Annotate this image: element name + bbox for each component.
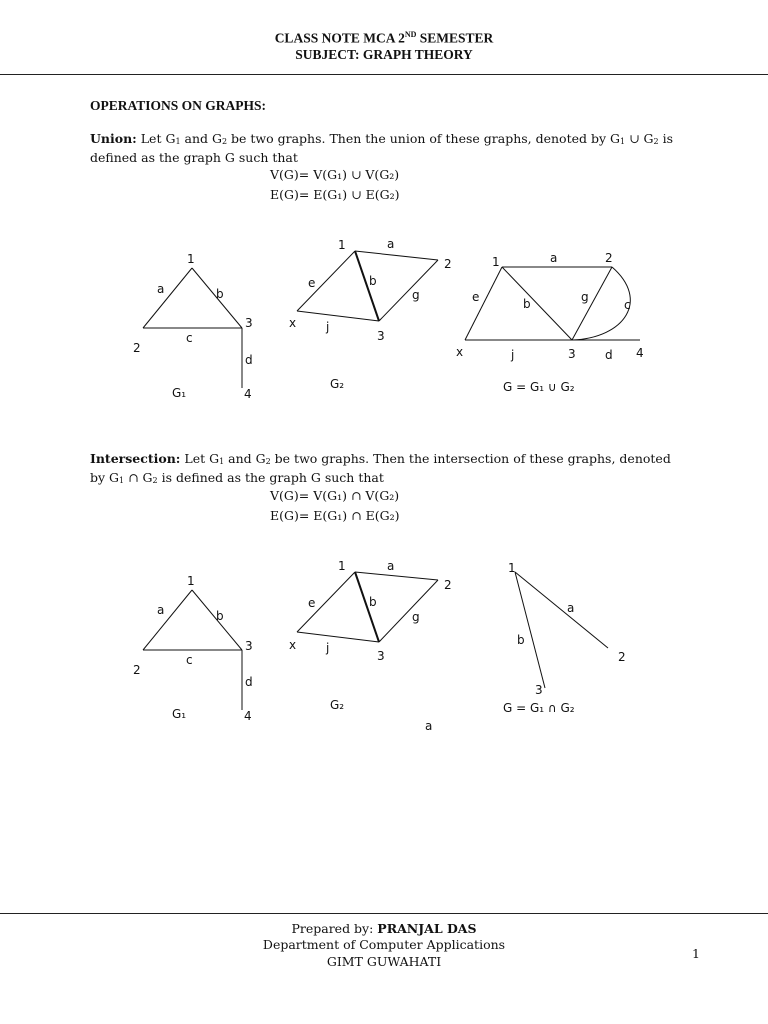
edge-label: b	[369, 595, 377, 609]
vertex-label: 1	[338, 559, 346, 573]
vertex-label: 2	[133, 663, 141, 677]
edge-b	[502, 267, 572, 340]
union-text: be two graphs. Then the union of these graphs, denoted by G	[227, 131, 620, 146]
graph-name-g2: G₂	[330, 698, 345, 712]
intersection-vertex-equation: V(G)= V(G₁) ∩ V(G₂)	[270, 488, 400, 503]
union-g2-graph	[289, 237, 452, 391]
vertex-label: 3	[377, 649, 385, 663]
vertex-label: 4	[244, 387, 252, 401]
edge-label: a	[387, 559, 395, 573]
graph-name-g1: G₁	[172, 707, 187, 721]
edge-label: d	[245, 353, 253, 367]
edge-label: a	[567, 601, 575, 615]
edge-label: e	[472, 290, 480, 304]
union-vertex-equation: V(G)= V(G₁) ∪ V(G₂)	[270, 167, 400, 182]
edge-g	[379, 260, 438, 321]
graph-name-g2: G₂	[330, 377, 345, 391]
intersection-edge-equation: E(G)= E(G₁) ∩ E(G₂)	[270, 508, 400, 523]
edge-label: j	[326, 641, 330, 655]
union-g1-graph	[133, 252, 253, 401]
edge-label: b	[517, 633, 525, 647]
intersection-result-graph	[503, 561, 626, 715]
edge-label: g	[412, 610, 420, 624]
vertex-label: 4	[636, 346, 644, 360]
vertex-label: 1	[187, 252, 195, 266]
intersection-g1-graph	[133, 574, 253, 723]
union-edge-equation: E(G)= E(G₁) ∪ E(G₂)	[270, 187, 400, 202]
vertex-label: 1	[508, 561, 516, 575]
union-sub: 2	[221, 137, 228, 146]
edge-b	[515, 572, 545, 688]
union-sub: 2	[653, 137, 659, 146]
vertex-label: x	[456, 345, 464, 359]
edge-label: d	[245, 675, 253, 689]
graph-name-union: G = G₁ ∪ G₂	[503, 380, 575, 394]
intersection-sub: 1	[119, 476, 125, 485]
vertex-label: 1	[338, 238, 346, 252]
intersection-text: ∩ G	[124, 470, 153, 485]
vertex-label: 1	[187, 574, 195, 588]
union-text: is	[658, 131, 673, 146]
union-text: and G	[180, 131, 222, 146]
edge-label: b	[523, 297, 531, 311]
intersection-text: be two graphs. Then the intersection of these graphs, denoted	[270, 451, 671, 466]
vertex-label: 2	[444, 257, 452, 271]
union-sub: 1	[620, 137, 626, 146]
intersection-sub: 2	[152, 476, 158, 485]
intersection-sub: 1	[219, 457, 225, 466]
edge-a	[143, 268, 192, 328]
edge-label: g	[581, 290, 589, 304]
intersection-sub: 2	[265, 457, 271, 466]
vertex-label: 2	[133, 341, 141, 355]
graph-name-intersection: G = G₁ ∩ G₂	[503, 701, 575, 715]
vertex-label: x	[289, 316, 297, 330]
footer-prepared-label: Prepared by:	[291, 921, 378, 936]
intersection-text: Let G	[180, 451, 220, 466]
footer-institute: GIMT GUWAHATI	[326, 954, 442, 969]
vertex-label: 4	[244, 709, 252, 723]
edge-label: b	[216, 287, 224, 301]
edge-label: c	[624, 298, 631, 312]
edge-label: e	[308, 276, 316, 290]
edge-g	[379, 580, 438, 642]
edge-a	[143, 590, 192, 650]
edge-label: a	[550, 251, 558, 265]
edge-e	[297, 251, 355, 311]
edge-label: a	[157, 282, 165, 296]
edge-label: a	[157, 603, 165, 617]
edge-label: e	[308, 596, 316, 610]
footer-rule	[0, 913, 768, 914]
stray-label: a	[425, 719, 433, 733]
header-subject: SUBJECT: GRAPH THEORY	[295, 47, 473, 62]
header-class-note: CLASS NOTE MCA 2	[274, 30, 405, 46]
union-text: Let G	[136, 131, 176, 146]
page-number: 1	[692, 946, 700, 961]
edge-label: g	[412, 288, 420, 302]
edge-a	[355, 251, 438, 260]
edge-j	[297, 632, 379, 642]
vertex-label: 3	[568, 347, 576, 361]
edge-label: c	[186, 331, 193, 345]
edge-e	[297, 572, 355, 632]
edge-label: c	[186, 653, 193, 667]
edge-label: b	[369, 274, 377, 288]
edge-label: j	[326, 320, 330, 334]
intersection-text: and G	[224, 451, 266, 466]
union-text: ∪ G	[625, 131, 654, 146]
union-result-graph	[456, 251, 644, 394]
graph-name-g1: G₁	[172, 386, 187, 400]
footer-author: PRANJAL DAS	[377, 921, 477, 936]
intersection-g2-graph	[289, 559, 452, 733]
edge-a	[355, 572, 438, 580]
footer-prepared	[0, 921, 768, 937]
intersection-label: Intersection:	[90, 451, 181, 466]
edge-j	[297, 311, 379, 321]
edge-g	[572, 267, 612, 340]
intersection-text: by G	[90, 470, 120, 485]
vertex-label: 2	[605, 251, 613, 265]
vertex-label: 3	[245, 316, 253, 330]
edge-label: d	[605, 348, 613, 362]
vertex-label: 1	[492, 255, 500, 269]
union-sub: 1	[175, 137, 181, 146]
footer-department: Department of Computer Applications	[262, 937, 506, 952]
edge-e	[465, 267, 502, 340]
vertex-label: 2	[618, 650, 626, 664]
vertex-label: 3	[377, 329, 385, 343]
edge-a	[515, 572, 608, 648]
vertex-label: x	[289, 638, 297, 652]
section-title: OPERATIONS ON GRAPHS:	[90, 98, 267, 113]
edge-label: a	[387, 237, 395, 251]
union-paragraph-line-2: defined as the graph G such that	[90, 150, 298, 165]
vertex-label: 3	[245, 639, 253, 653]
vertex-label: 3	[535, 683, 543, 697]
header-superscript: ND	[404, 30, 417, 39]
header-semester: SEMESTER	[416, 30, 494, 46]
vertex-label: 2	[444, 578, 452, 592]
intersection-text: is defined as the graph G such that	[157, 470, 384, 485]
edge-label: b	[216, 609, 224, 623]
union-label: Union:	[90, 131, 137, 146]
edge-label: j	[511, 348, 515, 362]
